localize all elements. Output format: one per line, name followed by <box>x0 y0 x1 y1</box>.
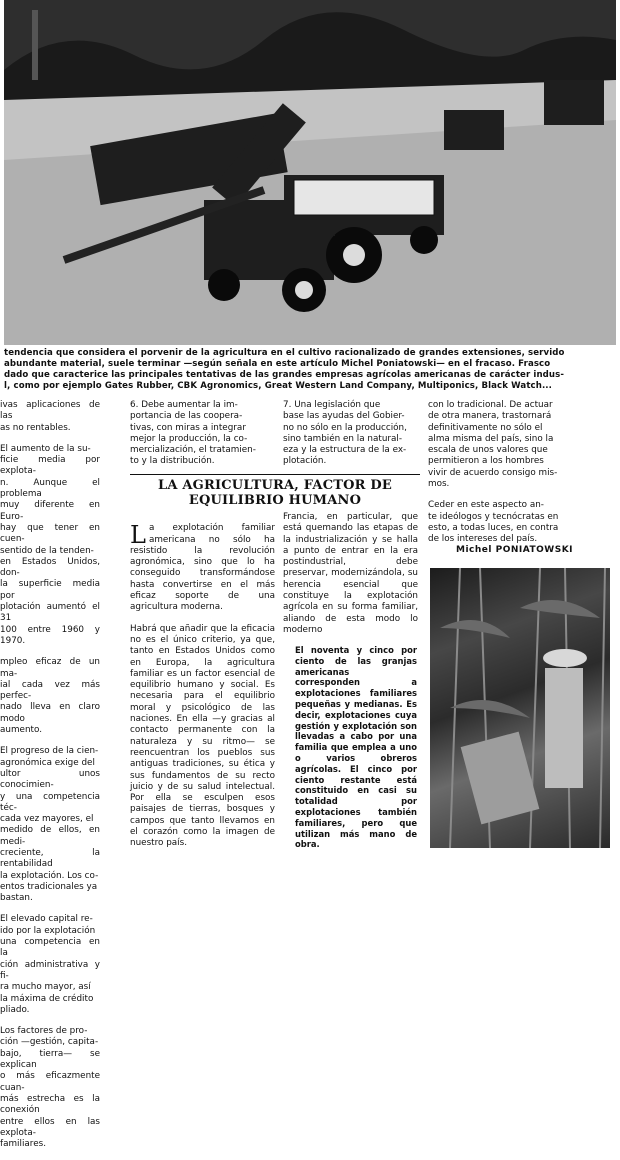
column-article-left <box>130 512 275 860</box>
headline-rule-top <box>130 474 420 475</box>
paragraph <box>130 512 275 614</box>
paragraph: Los factores de pro- ción —gestión, capita- bajo, tierra— se explican o más eficazmente cuan- más estrecha es la conexión entre ellos en las explota- familiares. <box>0 1026 100 1150</box>
paragraph: Ceder en este aspecto an- te ideólogos y tecnócratas en esto, a todas luces, en contra de los intereses del país. <box>428 500 559 545</box>
paragraph-text: a explotación familiar americana no sólo ha resistido la revolución agronómica, sino que lo ha conseguido transformándose hasta convertirse en el más eficaz soporte de una agricultura moderna. <box>130 523 275 613</box>
paragraph: con lo tradicional. De actuar de otra manera, trastornará definitivamente no sólo el alma misma del país, sino la escala de unos valores que permitieron a los hombres vivir de acuerdo consigo mis- mos. <box>428 400 558 490</box>
column-middle-top <box>130 400 270 478</box>
paragraph: 6. Debe aumentar la im- portancia de las coopera- tivas, con miras a integrar mejor la producción, la co- mercialización, el tratamien- to y la distribución. <box>130 400 256 467</box>
harvest-photo <box>4 0 616 345</box>
caption-text: tendencia que considera el porvenir de la agricultura en el cultivo racionalizado de grandes extensiones, servido abundante material, suele terminar —según señala en este artículo Michel Poniatowski— en el fracaso. Frasco dado que caracterice las principales tentativas de las grandes empresas agrícolas americanas de carácter indus- l, como por ejemplo Gates Rubber, CBK Agronomics, Great Western Land Company, Multiponics, Black Watch... <box>4 348 565 391</box>
harvest-illustration <box>4 0 616 345</box>
paragraph: El aumento de la su- ficie media por explota- n. Aunque el problema muy diferente en Euro- hay que tener en cuen- sentido de la tenden- en Estados Unidos, don- la superficie media por plotación aumentó el 31 100 entre 1960 y 1970. <box>0 443 100 646</box>
paragraph: El elevado capital re- ido por la explotación una competencia en la ción administrativa y fi- ra mucho mayor, así la máxima de crédito pliado. <box>0 914 100 1015</box>
column-right-top <box>283 400 418 478</box>
column-far-right <box>428 400 588 556</box>
boxed-insert: El noventa y cinco por ciento de las granjas americanas corresponden a explotaciones familiares pequeñas y medianas. Es decir, explotaciones cuya gestión y explotación son llevadas a cabo por una familia que emplea a uno o varios obreros agrícolas. El cinco por ciento restante está constituido en casi su totalidad por explotaciones también familiares, pero que utilizan más mano de obra. <box>295 645 417 850</box>
paragraph: Habrá que añadir que la eficacia no es el único criterio, ya que, tanto en Estados Unidos como en Europa, la agricultura familiar es un factor esencial de equilibrio humano y social. Es necesaria para el equilibrio moral y psicológico de las naciones. En ella —y gracias al contacto permanente con la naturaleza y su ritmo— se reencuentran los pueblos sus antiguas tradiciones, su ética y sus fundamentos de su recto juicio y de su salud intelectual. Por ella se esculpen esos paisajes de tierras, bosques y campos que tanto llevamos en el corazón como la imagen de nuestro país. <box>130 623 275 849</box>
drop-cap: L <box>130 521 146 550</box>
corn-illustration <box>430 568 610 848</box>
paragraph: ivas aplicaciones de las as no rentables. <box>0 400 100 433</box>
author-signature: Michel PONIATOWSKI <box>456 545 574 555</box>
article-headline: LA AGRICULTURA, FACTOR DE EQUILIBRIO HUMANO <box>158 478 392 508</box>
corn-field-photo <box>430 568 610 848</box>
paragraph: mpleo eficaz de un ma- ial cada vez más perfec- nado lleva en claro modo aumento. <box>0 657 100 736</box>
paragraph: El progreso de la cien- agronómica exige del ultor unos conocimien- y una competencia téc- cada vez mayores, el medido de ellos, en medi- creciente, la rentabilidad la explotación. Los co- entos tradicionales ya bastan. <box>0 746 100 904</box>
photo-caption <box>4 348 616 392</box>
column-left <box>0 400 100 1160</box>
column-article-right <box>283 512 418 646</box>
paragraph: Francia, en particular, que está quemando las etapas de la industrialización y se halla a punto de entrar en la era postindustrial, debe preservar, modernizándola, su herencia esencial que constituye la explotación agrícola en su forma familiar, aliando de esta modo lo moderno <box>283 512 418 635</box>
paragraph: 7. Una legislación que base las ayudas del Gobier- no no sólo en la producción, sino también en la natural- eza y la estructura de la ex- plotación. <box>283 400 407 467</box>
